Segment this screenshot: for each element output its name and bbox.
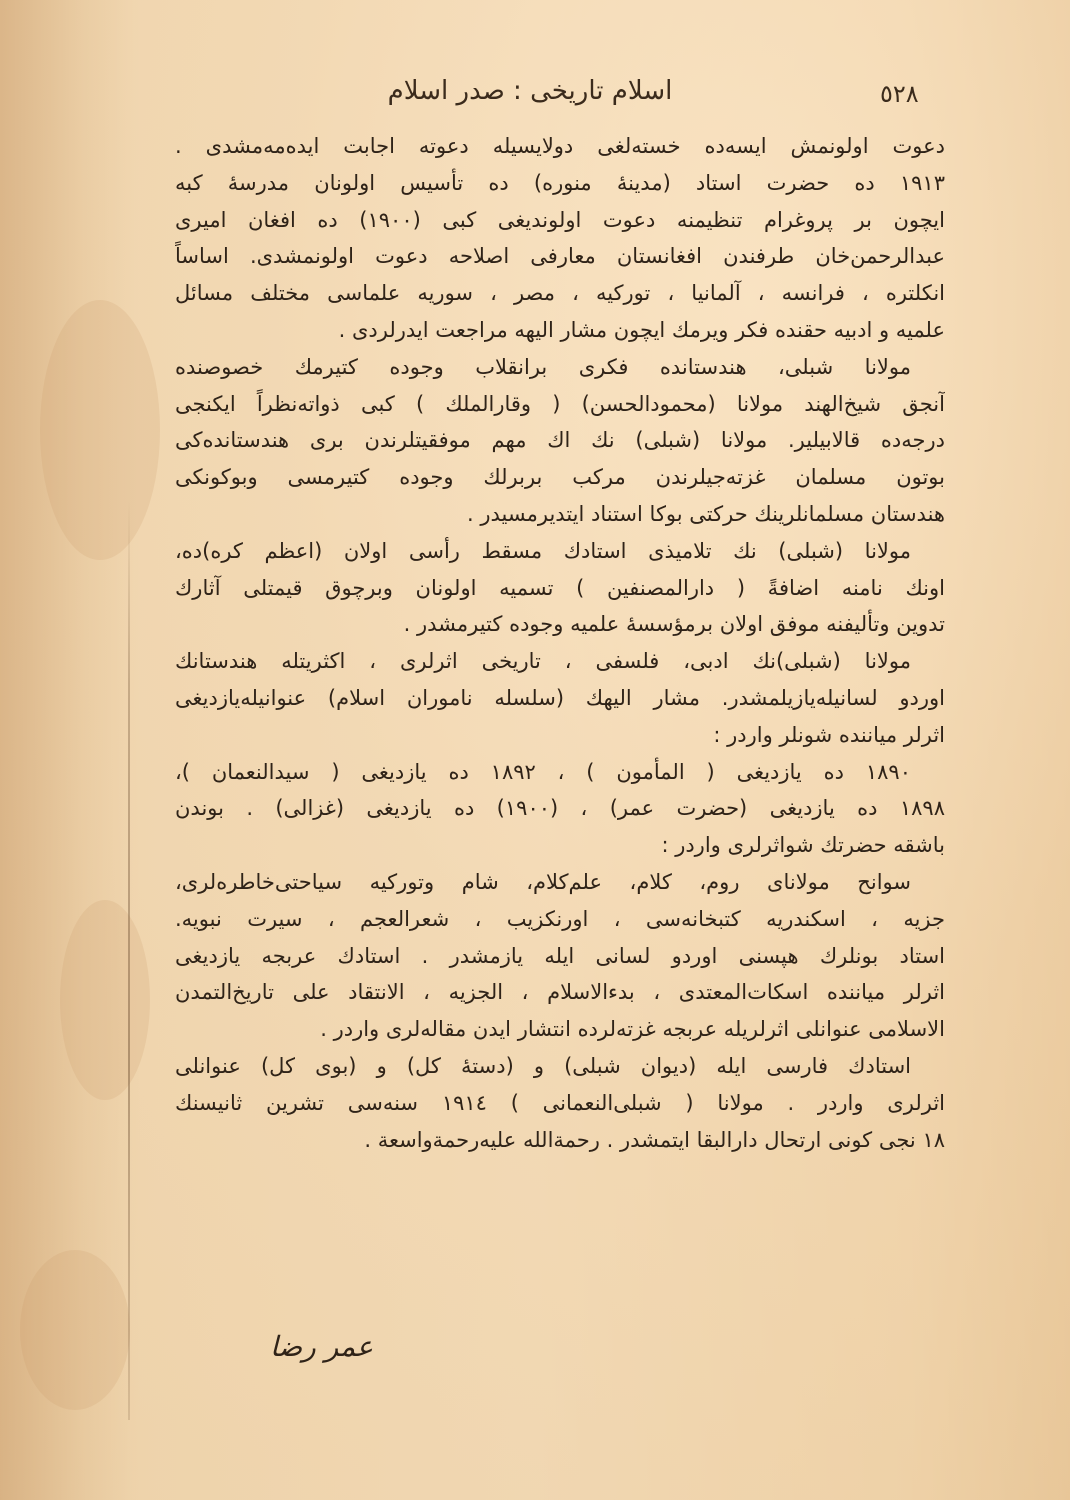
text-line: دعوت اولونمش ایسه‌ده خسته‌لغی دولایسیله دعوته اجابت ایده‌مه‌مشدی .	[175, 134, 945, 158]
text-line: الاسلامی عنوانلی اثرلریله عربجه غزته‌لرده انتشار ایدن مقاله‌لری واردر .	[320, 1017, 945, 1042]
text-line: بوتون مسلمان غزته‌جیلرندن مرکب بربرلك وجوده کتیرمسی وبوکونکی	[175, 465, 945, 490]
text-line: تدوین وتألیفنه موفق اولان برمؤسسهٔ علمیه وجوده کتیرمشدر .	[403, 612, 945, 637]
text-line: اوردو لسانیله‌یازیلمشدر. مشار الیهك (سلسله ناموران اسلام) عنوانیله‌یازدیغی	[175, 685, 945, 710]
author-signature: عمر رضا	[270, 1330, 374, 1363]
text-line: درجه‌ده قالابیلیر. مولانا (شبلی) نك اك مهم موفقیتلرندن بری هندستانده‌کی	[175, 428, 945, 453]
body-text	[175, 128, 945, 1158]
text-line: مولانا شبلی، هندستانده فکری برانقلاب وجوده کتیرمك خصوصنده	[175, 354, 911, 379]
paper-stain	[20, 1250, 130, 1410]
page-edge-mark	[128, 500, 130, 1420]
text-line: جزیه ، اسکندریه کتبخانه‌سی ، اورنکزیب ، شعرالعجم ، سیرت نبویه.	[175, 906, 945, 931]
text-line: استادك فارسی ایله (دیوان شبلی) و (دستهٔ کل) و (بوی کل) عنوانلی	[175, 1053, 911, 1078]
text-line: مولانا (شبلی)نك ادبی، فلسفی ، تاریخی اثرلری ، اکثریتله هندستانك	[175, 649, 911, 674]
text-line: ایچون بر پروغرام تنظیمنه دعوت اولوندیغی کبی (١٩٠٠) ده افغان امیری	[175, 207, 945, 232]
text-line: عبدالرحمن‌خان طرفندن افغانستان معارفی اصلاحه دعوت اولونمشدی. اساساً	[175, 244, 945, 269]
text-line: ١٨٩٨ ده یازدیغی (حضرت عمر) ، (١٩٠٠) ده یازدیغی (غزالی) . بوندن	[175, 796, 945, 821]
text-line: انکلتره ، فرانسه ، آلمانیا ، تورکیه ، مصر ، سوریه علماسی مختلف مسائل	[175, 281, 945, 306]
text-line: اثرلری واردر . مولانا ( شبلی‌النعمانی ) ١٩١٤ سنه‌سی تشرین ثانیسنك	[175, 1090, 945, 1115]
text-line: علمیه و ادبیه حقنده فکر ویرمك ایچون مشار الیهه مراجعت ایدرلردی .	[338, 317, 945, 342]
text-line: اونك نامنه اضافةً ( دارالمصنفین ) تسمیه اولونان وبرچوق قیمتلی آثارك	[175, 575, 945, 600]
paper-stain	[60, 900, 150, 1100]
text-line: باشقه حضرتك شواثرلری واردر :	[661, 833, 945, 858]
text-line: استاد بونلرك هپسنی اوردو لسانی ایله یازمشدر . استادك عربجه یازدیغی	[175, 943, 945, 968]
paper-stain	[40, 300, 160, 560]
text-line: سوانح مولانای روم، کلام، علم‌کلام، شام وتورکیه سیاحتی‌خاطره‌لری،	[175, 869, 911, 894]
running-head: اسلام تاریخی : صدر اسلام	[387, 76, 673, 106]
page-number: ٥٢٨	[880, 80, 919, 108]
text-line: مولانا (شبلی) نك تلامیذی استادك مسقط رأسی اولان (اعظم کره)ده،	[175, 538, 911, 563]
text-line: ١٨٩٠ ده یازدیغی ( المأمون ) ، ١٨٩٢ ده یازدیغی ( سیدالنعمان )،	[175, 759, 911, 784]
text-line: ١٨ نجی کونی ارتحال دارالبقا ایتمشدر . رحمةالله علیه‌رحمةواسعة .	[364, 1127, 945, 1152]
text-line: اثرلر میاننده اسکات‌المعتدی ، بدءالاسلام ، الجزیه ، الانتقاد علی تاریخ‌التمدن	[175, 980, 945, 1005]
text-line: ١٩١٣ ده حضرت استاد (مدینهٔ منوره) ده تأسیس اولونان مدرسهٔ کبه	[175, 170, 945, 195]
text-line: آنجق شیخ‌الهند مولانا (محمودالحسن) ( وقارالملك ) کبی ذواته‌نظراً ایکنجی	[175, 391, 945, 416]
text-line: اثرلر میاننده شونلر واردر :	[713, 722, 945, 747]
text-line: هندستان مسلمانلرینك حرکتی بوکا استناد ایتدیرمسیدر .	[467, 501, 945, 526]
